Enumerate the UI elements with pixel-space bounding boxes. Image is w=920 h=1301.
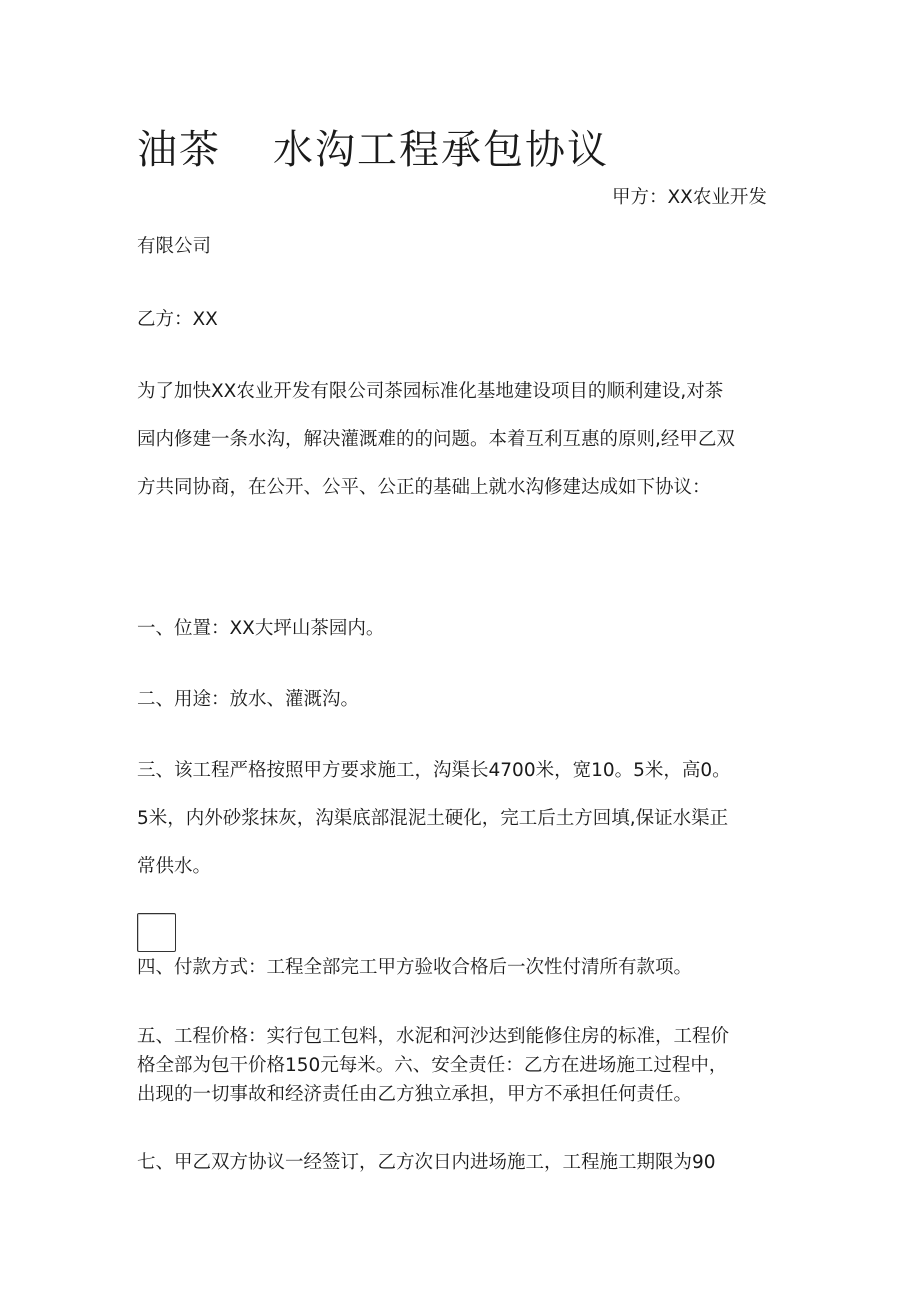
title-part-2: 水沟工程承包协议 (273, 127, 609, 173)
clause-3-line-3: 常供水。 (137, 856, 212, 877)
intro-line-2: 园内修建一条水沟，解决灌溉难的的问题。本着互利互惠的原则,经甲乙双 (137, 429, 735, 450)
clause-2-purpose: 二、用途：放水、灌溉沟。 (137, 689, 360, 710)
clause-5-line-1: 五、工程价格：实行包工包料，水泥和河沙达到能修住房的标准，工程价 (137, 1026, 730, 1047)
party-a-line-1: 甲方：XX农业开发 (612, 187, 767, 208)
intro-line-3: 方共同协商，在公开、公平、公正的基础上就水沟修建达成如下协议： (137, 477, 711, 498)
clause-7-line-1: 七、甲乙双方协议一经签订，乙方次日内进场施工，工程施工期限为90 (137, 1152, 716, 1173)
clause-3-line-1: 三、该工程严格按照甲方要求施工，沟渠长4700米，宽10。5米，高0。 (137, 760, 731, 781)
clause-4-payment: 四、付款方式：工程全部完工甲方验收合格后一次性付清所有款项。 (137, 957, 693, 978)
document-title (137, 118, 609, 175)
party-a-line-2: 有限公司 (137, 236, 212, 257)
checkbox[interactable] (137, 913, 176, 952)
title-part-1: 油茶 (137, 127, 221, 173)
clause-5-line-2: 格全部为包干价格150元每米。六、安全责任：乙方在进场施工过程中， (137, 1055, 728, 1076)
party-b: 乙方：XX (137, 309, 218, 330)
clause-3-line-2: 5米，内外砂浆抹灰，沟渠底部混泥土硬化，完工后土方回填,保证水渠正 (137, 808, 729, 829)
clause-1-location: 一、位置：XX大坪山茶园内。 (137, 618, 385, 639)
intro-line-1: 为了加快XX农业开发有限公司茶园标准化基地建设项目的顺利建设,对茶 (137, 381, 724, 402)
clause-5-line-3: 出现的一切事故和经济责任由乙方独立承担，甲方不承担任何责任。 (137, 1084, 693, 1105)
